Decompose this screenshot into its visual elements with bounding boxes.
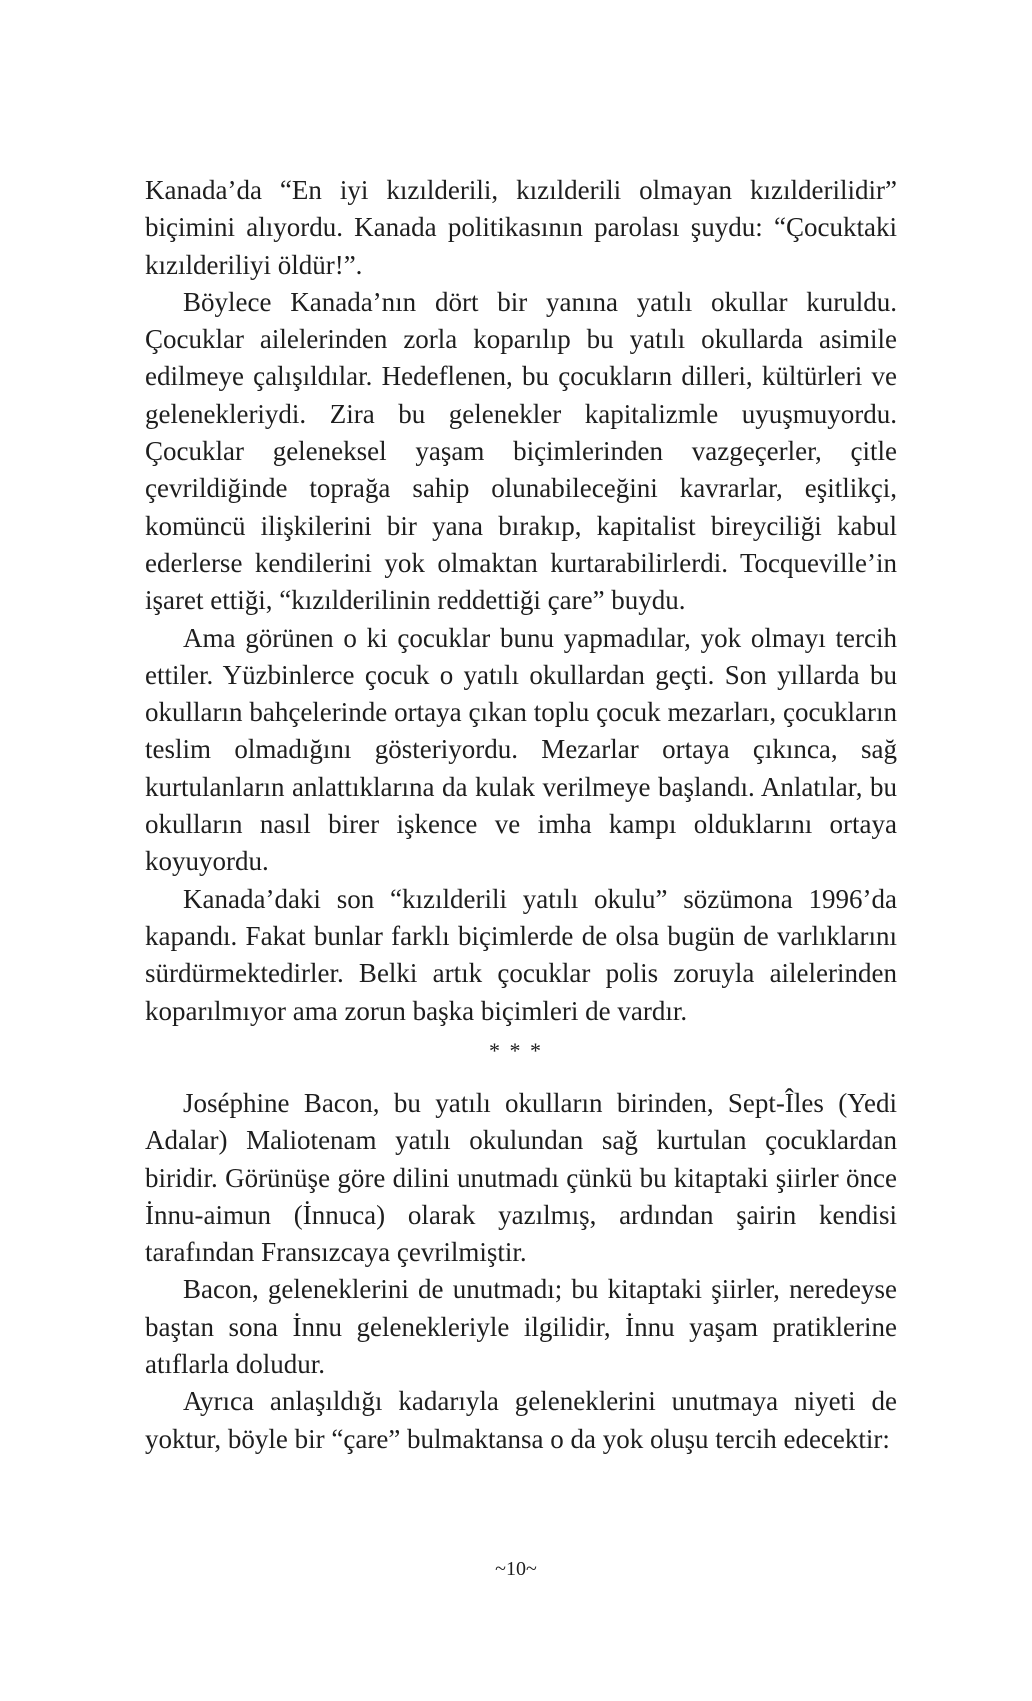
section-separator: * * *: [489, 1038, 543, 1063]
paragraph: Ayrıca anlaşıldığı kadarıyla geleneklerini unutmaya niyeti de yoktur, böyle bir “çare” bulmaktansa o da yok oluşu tercih edecektir:: [145, 1386, 897, 1454]
paragraph: Joséphine Bacon, bu yatılı okulların birinden, Sept-Îles (Yedi Adalar) Maliotenam yatılı okulundan sağ kurtulan çocuklardan biridir. Görünüşe göre dilini unutmadı çünkü bu kitaptaki şiirler önce İnnu-aimun (İnnuca) olarak yazılmış, ardından şairin kendisi tarafından Fransızcaya çevrilmiştir.: [145, 1088, 897, 1268]
paragraph: Kanada’daki son “kızılderili yatılı okulu” sözümona 1996’da kapandı. Fakat bunlar farklı biçimlerde de olsa bugün de varlıklarını sürdürmektedirler. Belki artık çocuklar polis zoruyla ailelerinden koparılmıyor ama zorun başka biçimleri de vardır.: [145, 883, 897, 1026]
page-number: ~10~: [495, 1558, 537, 1580]
paragraph: Böylece Kanada’nın dört bir yanına yatılı okullar kuruldu. Çocuklar ailelerinden zorla koparılıp bu yatılı okullarda asimile edilmeye çalışıldılar. Hedeflenen, bu çocukların dilleri, kültürleri ve gelenekleriydi. Zira bu gelenekler kapitalizmle uyuşmuyordu. Çocuklar geleneksel yaşam biçimlerinden vazgeçerler, çitle çevrildiğinde toprağa sahip olunabileceğini kavrarlar, eşitlikçi, komüncü ilişkilerini bir yana bırakıp, kapitalist bireyciliği kabul ederlerse kendilerini yok olmaktan kurtarabilirlerdi. Tocqueville’in işaret ettiği, “kızılderilinin reddettiği çare” buydu.: [145, 286, 897, 616]
text-section-2: [145, 1085, 897, 1458]
paragraph: Ama görünen o ki çocuklar bunu yapmadılar, yok olmayı tercih ettiler. Yüzbinlerce çocuk o yatılı okullardan geçti. Son yıllarda bu okulların bahçelerinde ortaya çıkan toplu çocuk mezarları, çocukların teslim olmadığını gösteriyordu. Mezarlar ortaya çıkınca, sağ kurtulanların anlattıklarına da kulak verilmeye başlandı. Anlatılar, bu okulların nasıl birer işkence ve imha kampı olduklarını ortaya koyuyordu.: [145, 622, 897, 877]
text-section-1: [145, 172, 897, 1030]
paragraph: Kanada’da “En iyi kızılderili, kızılderili olmayan kızılderilidir” biçimini alıyordu. Kanada politikasının parolası şuydu: “Çocuktaki kızılderiliyi öldür!”.: [145, 175, 897, 280]
paragraph: Bacon, geleneklerini de unutmadı; bu kitaptaki şiirler, neredeyse baştan sona İnnu gelenekleriyle ilgilidir, İnnu yaşam pratiklerine atıflarla doludur.: [145, 1274, 897, 1380]
